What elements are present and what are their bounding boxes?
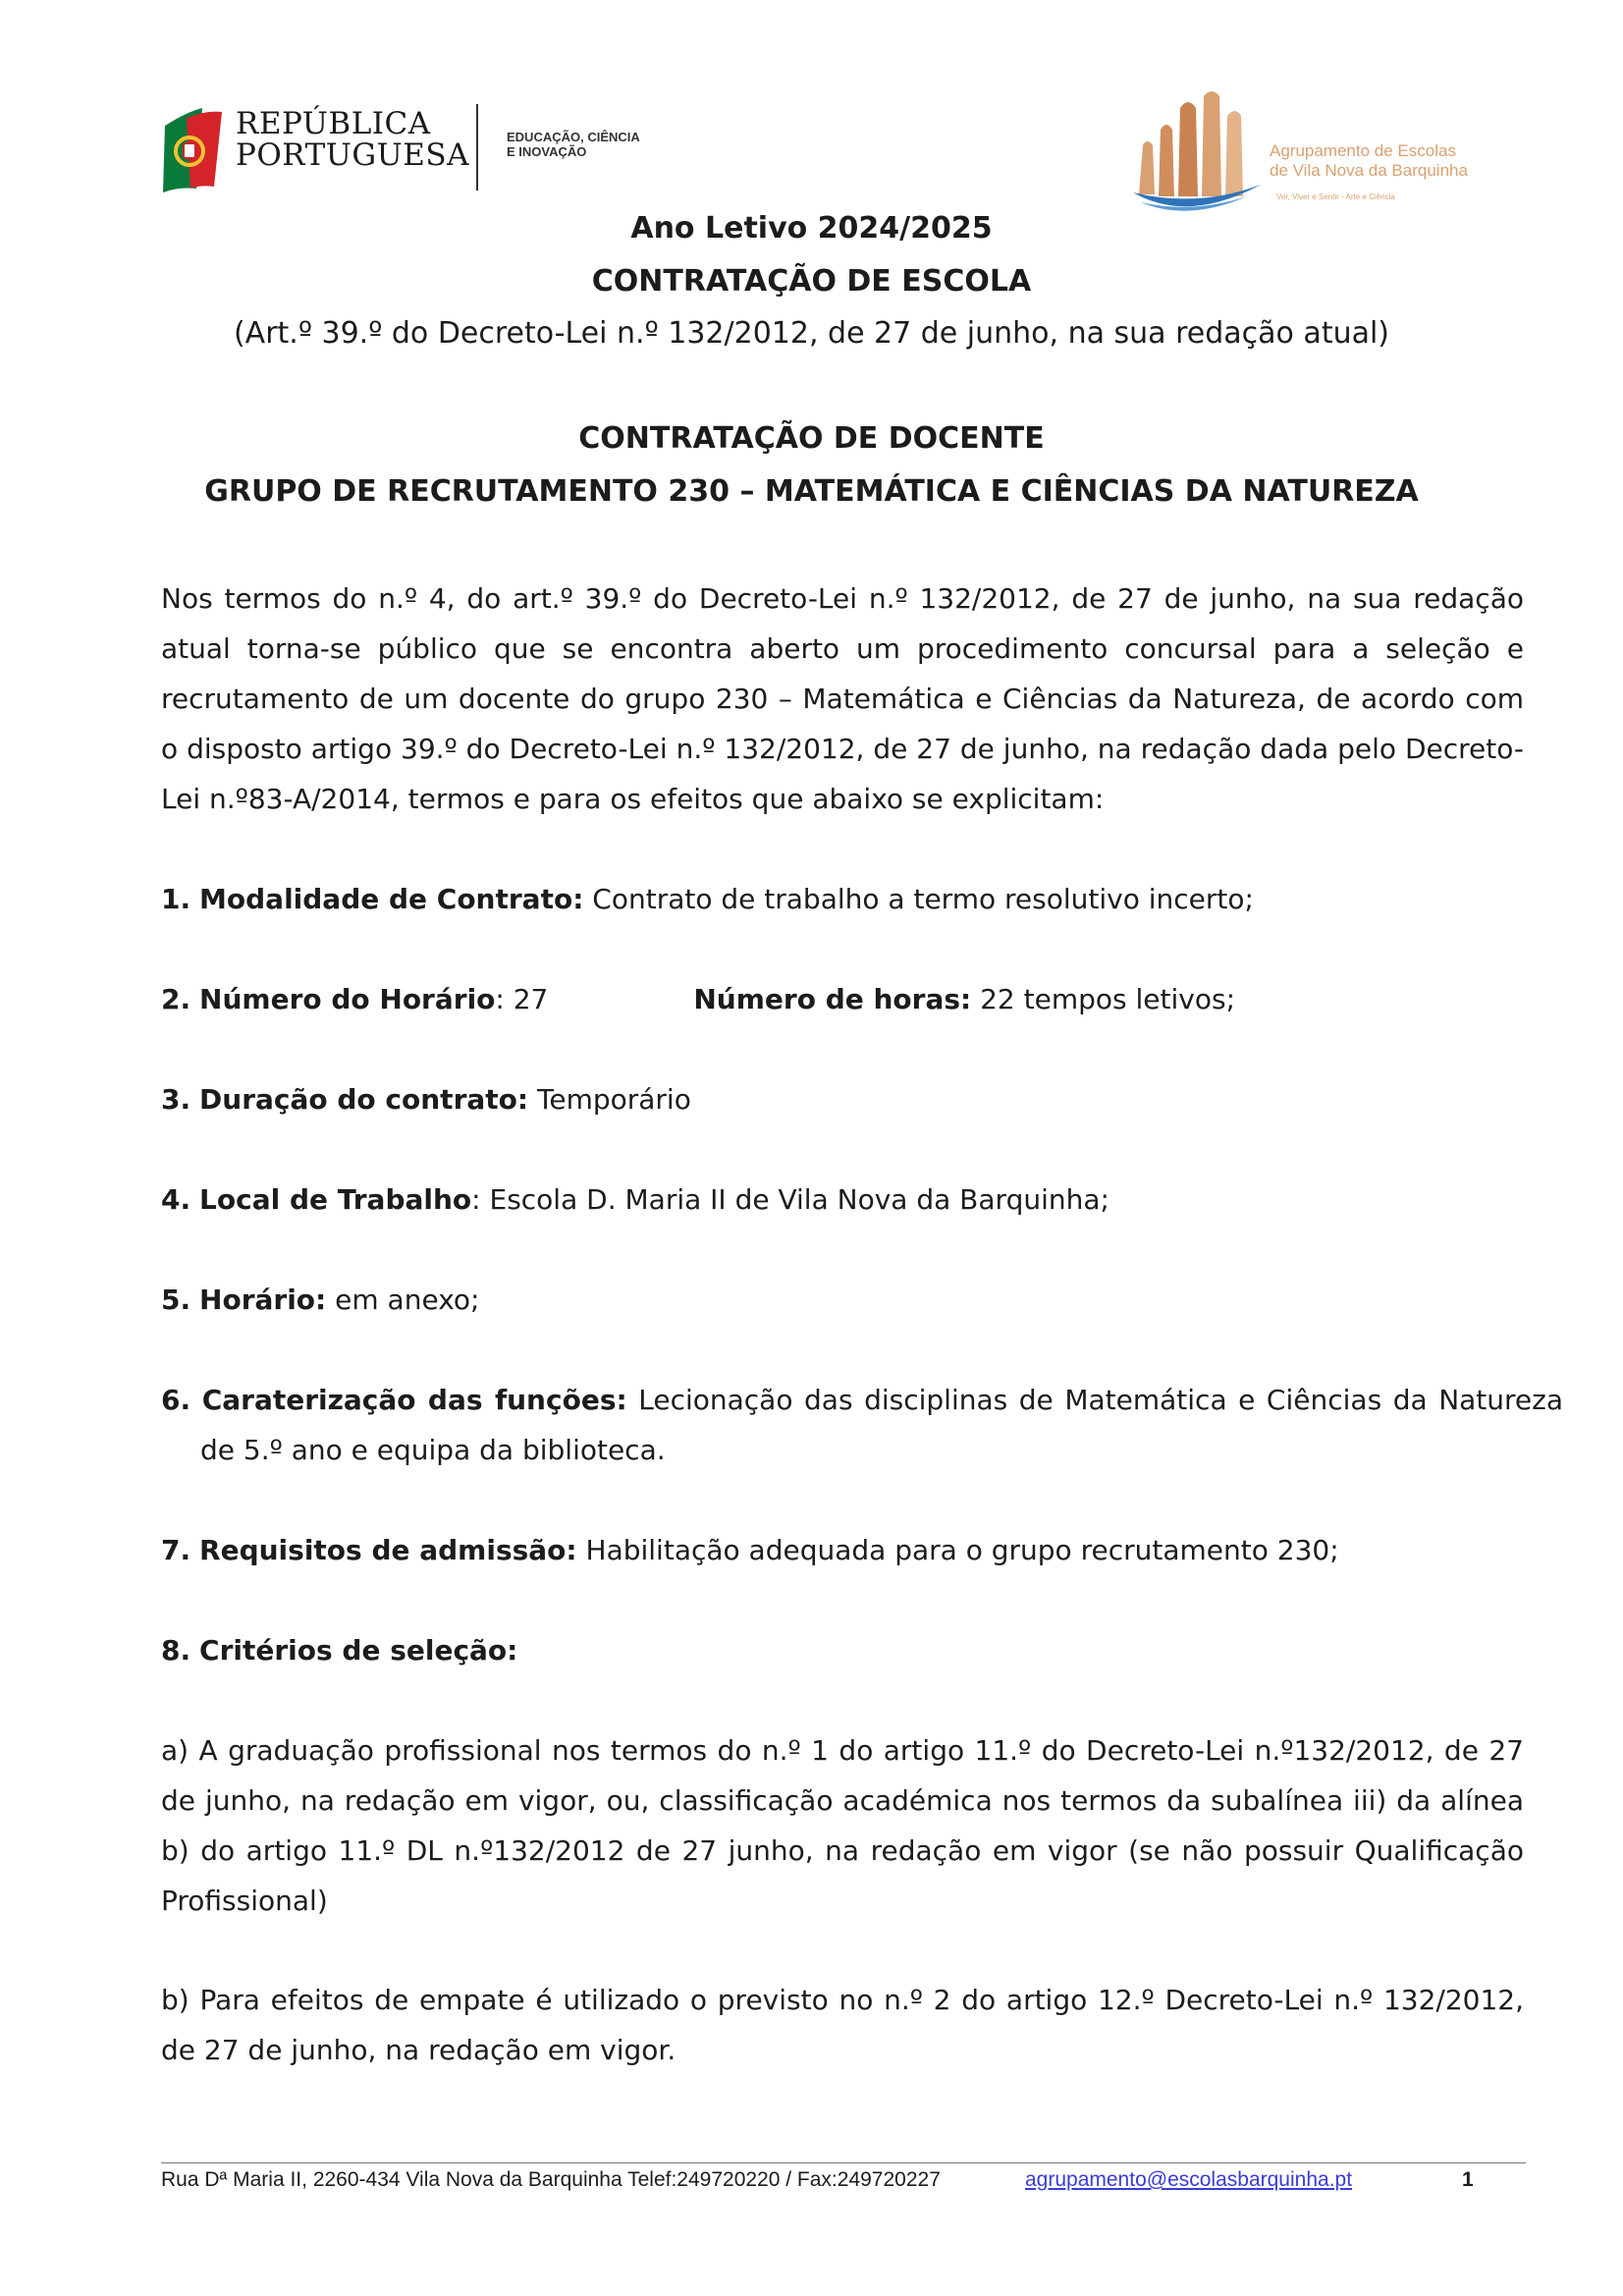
school-motto: Ver, Viver e Sentir - Arte e Ciência	[1276, 192, 1395, 201]
item-value-hours: 22 tempos letivos;	[971, 983, 1236, 1015]
item-label: Modalidade de Contrato:	[199, 883, 584, 915]
item-value: : 27	[495, 983, 549, 1015]
school-year-title: Ano Letivo 2024/2025	[630, 211, 993, 246]
intro-paragraph: Nos termos do n.º 4, do art.º 39.º do Decreto-Lei n.º 132/2012, de 27 de junho, na sua redação atual torna-se público que se encontra aberto um procedimento concursal para a seleção e recrutamento de um docente do grupo 230 – Matemática e Ciências da Natureza, de acordo com o disposto artigo 39.º do Decreto-Lei n.º 132/2012, de 27 de junho, na redação dada pelo Decreto-Lei n.º83-A/2014, termos e para os efeitos que abaixo se explicitam:	[161, 582, 1524, 815]
school-name-line1: Agrupamento de Escolas	[1270, 141, 1456, 160]
footer-divider	[161, 2162, 1526, 2163]
ministry-name-line1: EDUCAÇÃO, CIÊNCIA	[507, 130, 640, 144]
item-label: Número do Horário	[199, 983, 496, 1015]
teacher-hiring-title: CONTRATAÇÃO DE DOCENTE	[578, 421, 1045, 456]
ministry-name	[507, 130, 640, 159]
item-number: 7.	[161, 1534, 191, 1566]
logo-divider	[476, 104, 478, 191]
item-contract-type	[161, 874, 1524, 924]
item-label: Requisitos de admissão:	[199, 1534, 577, 1566]
item-workplace	[161, 1175, 1524, 1225]
item-number: 8.	[161, 1634, 191, 1667]
item-label: Local de Trabalho	[199, 1183, 472, 1216]
criterion-b: b) Para efeitos de empate é utilizado o previsto no n.º 2 do artigo 12.º Decreto-Lei n.º 132/2012, de 27 de junho, na redação em vigor.	[161, 1984, 1524, 2066]
government-logo	[157, 100, 668, 198]
item-schedule-number	[161, 974, 1524, 1024]
school-hiring-title: CONTRATAÇÃO DE ESCOLA	[591, 264, 1032, 299]
item-value: Lecionação das disciplinas de Matemática e Ciências da Natureza de 5.º ano e equipa da biblioteca.	[200, 1384, 1563, 1466]
item-number: 3.	[161, 1083, 191, 1116]
government-name	[236, 108, 469, 171]
item-number: 6.	[161, 1384, 191, 1416]
page-number: 1	[1462, 2168, 1474, 2191]
portugal-flag-emblem-icon	[157, 104, 226, 192]
item-schedule	[161, 1275, 1524, 1325]
item-value: Contrato de trabalho a termo resolutivo incerto;	[583, 883, 1254, 915]
school-logo	[1129, 86, 1502, 214]
item-number: 5.	[161, 1284, 191, 1316]
item-selection-criteria	[161, 1625, 1524, 1675]
item-label: Horário:	[199, 1284, 327, 1316]
item-value: : Escola D. Maria II de Vila Nova da Barquinha;	[471, 1183, 1109, 1216]
item-label: Duração do contrato:	[199, 1083, 529, 1116]
ministry-name-line2: E INOVAÇÃO	[507, 144, 587, 159]
school-name-line2: de Vila Nova da Barquinha	[1270, 161, 1468, 180]
item-label: Caraterização das funções:	[201, 1384, 627, 1416]
recruitment-group-title: GRUPO DE RECRUTAMENTO 230 – MATEMÁTICA E CIÊNCIAS DA NATUREZA	[204, 474, 1419, 509]
government-name-line1: REPÚBLICA	[236, 106, 431, 141]
item-function-description	[161, 1375, 1563, 1475]
item-number: 2.	[161, 983, 191, 1015]
footer-address: Rua Dª Maria II, 2260-434 Vila Nova da Barquinha Telef:249720220 / Fax:249720227	[161, 2168, 941, 2191]
footer-email-link[interactable]: agrupamento@escolasbarquinha.pt	[1025, 2168, 1353, 2191]
item-value: Temporário	[528, 1083, 691, 1116]
criterion-a: a) A graduação profissional nos termos do n.º 1 do artigo 11.º do Decreto-Lei n.º132/2012, de 27 de junho, na redação em vigor, ou, classificação académica nos termos da subalínea iii) da alínea b) do artigo 11.º DL n.º132/2012 de 27 junho, na redação em vigor (se não possuir Qualificação Profissional)	[161, 1734, 1524, 1917]
item-value: em anexo;	[326, 1284, 480, 1316]
legal-reference: (Art.º 39.º do Decreto-Lei n.º 132/2012, de 27 de junho, na sua redação atual)	[233, 316, 1390, 351]
school-name	[1270, 141, 1468, 181]
item-value: Habilitação adequada para o grupo recrutamento 230;	[576, 1534, 1339, 1566]
item-contract-duration	[161, 1074, 1524, 1124]
item-number: 4.	[161, 1183, 191, 1216]
government-name-line2: PORTUGUESA	[236, 137, 470, 173]
item-label-hours: Número de horas:	[693, 983, 972, 1015]
school-emblem-icon	[1129, 86, 1267, 214]
page-footer	[161, 2164, 1526, 2196]
item-admission-requirements	[161, 1525, 1524, 1575]
item-label: Critérios de seleção:	[199, 1634, 518, 1667]
item-number: 1.	[161, 883, 191, 915]
